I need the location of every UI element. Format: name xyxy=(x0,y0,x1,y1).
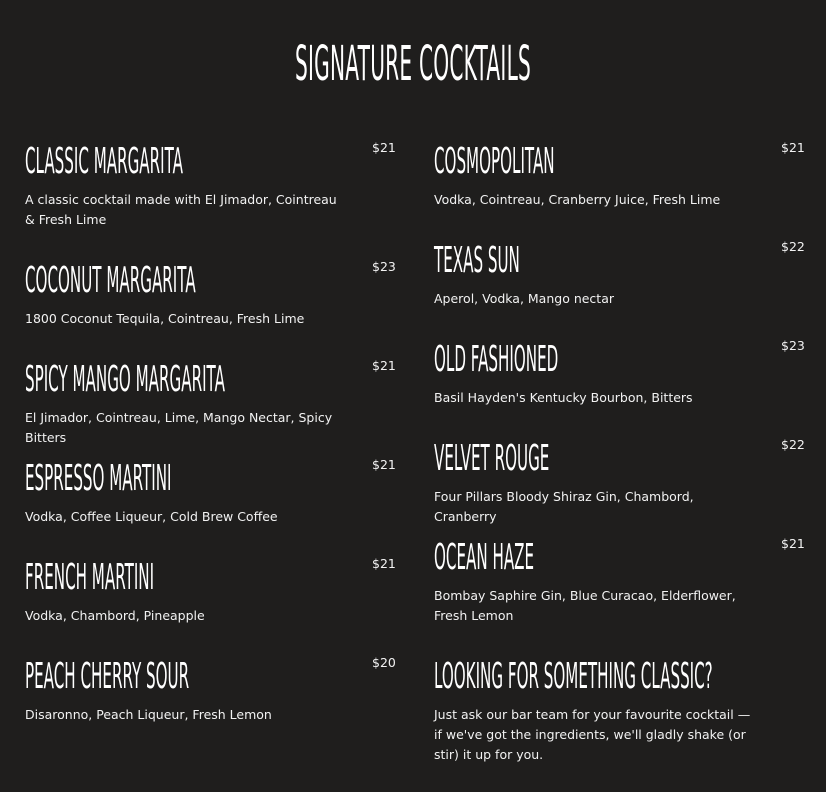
classic-note-heading: LOOKING FOR SOMETHING CLASSIC? xyxy=(434,656,713,697)
menu-item-name: CLASSIC MARGARITA xyxy=(25,141,184,182)
menu-item-spicy-mango-margarita xyxy=(25,360,395,448)
menu-item-ocean-haze xyxy=(434,538,804,626)
page-title: SIGNATURE COCKTAILS xyxy=(294,36,532,92)
menu-item-cosmopolitan xyxy=(434,142,804,210)
menu-item-price: $21 xyxy=(781,536,805,551)
menu-item-name: TEXAS SUN xyxy=(434,240,520,281)
menu-item-price: $21 xyxy=(372,140,396,155)
menu-item-texas-sun xyxy=(434,241,804,309)
menu-item-description: Vodka, Chambord, Pineapple xyxy=(25,608,205,623)
menu-item-description: A classic cocktail made with El Jimador, Cointreau & Fresh Lime xyxy=(25,192,337,227)
menu-item-description: Four Pillars Bloody Shiraz Gin, Chambord, Cranberry xyxy=(434,489,694,524)
menu-item-price: $21 xyxy=(372,457,396,472)
menu-item-velvet-rouge xyxy=(434,439,804,527)
menu-item-price: $21 xyxy=(372,556,396,571)
menu-item-name: SPICY MANGO MARGARITA xyxy=(25,359,225,400)
menu-item-coconut-margarita xyxy=(25,261,395,329)
menu-item-description: 1800 Coconut Tequila, Cointreau, Fresh Lime xyxy=(25,311,305,326)
menu-item-description: Basil Hayden's Kentucky Bourbon, Bitters xyxy=(434,390,693,405)
menu-item-description: Vodka, Cointreau, Cranberry Juice, Fresh Lime xyxy=(434,192,721,207)
menu-item-classic-margarita xyxy=(25,142,395,230)
menu-item-name: FRENCH MARTINI xyxy=(25,557,155,598)
menu-item-name: OLD FASHIONED xyxy=(434,339,559,380)
menu-item-price: $21 xyxy=(372,358,396,373)
menu-item-price: $22 xyxy=(781,437,805,452)
menu-item-name: PEACH CHERRY SOUR xyxy=(25,656,190,697)
menu-item-description: Disaronno, Peach Liqueur, Fresh Lemon xyxy=(25,707,272,722)
menu-item-price: $23 xyxy=(372,259,396,274)
menu-item-name: COCONUT MARGARITA xyxy=(25,260,196,301)
menu-item-french-martini xyxy=(25,558,395,626)
menu-item-name: OCEAN HAZE xyxy=(434,537,535,578)
menu-item-price: $20 xyxy=(372,655,396,670)
classic-cocktail-note xyxy=(434,657,804,765)
menu-item-name: VELVET ROUGE xyxy=(434,438,550,479)
menu-item-price: $22 xyxy=(781,239,805,254)
menu-item-description: Vodka, Coffee Liqueur, Cold Brew Coffee xyxy=(25,509,278,524)
menu-item-description: Aperol, Vodka, Mango nectar xyxy=(434,291,615,306)
menu-item-name: COSMOPOLITAN xyxy=(434,141,555,182)
classic-note-description: Just ask our bar team for your favourite cocktail — if we've got the ingredients, we'll gladly shake (or stir) it up for you. xyxy=(434,707,751,762)
menu-item-name: ESPRESSO MARTINI xyxy=(25,458,172,499)
menu-item-price: $23 xyxy=(781,338,805,353)
menu-item-price: $21 xyxy=(781,140,805,155)
menu-item-description: Bombay Saphire Gin, Blue Curacao, Elderflower, Fresh Lemon xyxy=(434,588,736,623)
menu-item-description: El Jimador, Cointreau, Lime, Mango Nectar, Spicy Bitters xyxy=(25,410,333,445)
menu-item-old-fashioned xyxy=(434,340,804,408)
menu-item-espresso-martini xyxy=(25,459,395,527)
menu-item-peach-cherry-sour xyxy=(25,657,395,725)
